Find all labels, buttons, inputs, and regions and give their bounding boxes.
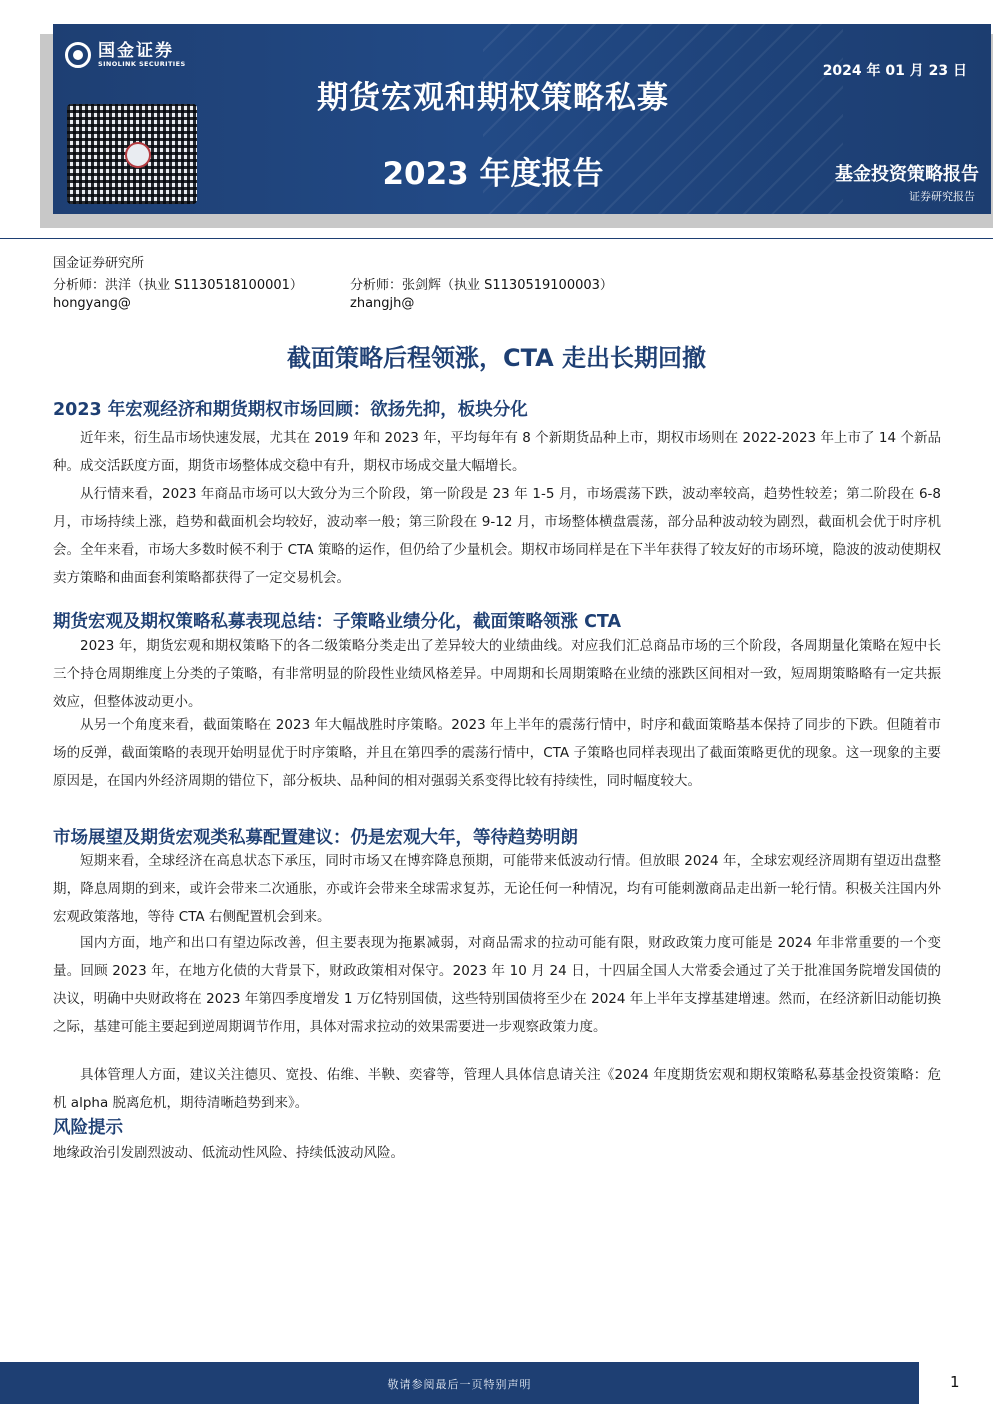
report-date: 2024 年 01 月 23 日	[822, 63, 967, 79]
page-number: 1	[950, 1373, 960, 1391]
section-heading: 2023 年宏观经济和期货期权市场回顾：欲扬先抑，板块分化	[53, 400, 528, 420]
logo-name-cn: 国金证券	[98, 41, 174, 61]
body-paragraph: 从行情来看，2023 年商品市场可以大致分为三个阶段，第一阶段是 23 年 1-5 月，市场震荡下跌，波动率较高，趋势性较差；第二阶段在 6-8 月，市场持续上涨，趋势和截面机会均较好，波动率一般；第三阶段在 9-12 月，市场整体横盘震荡，部分品种波动较为剧烈，截面机会优于时序机会。全年来看，市场大多数时候不利于 CTA 策略的运作，但仍给了少量机会。期权市场同样是在下半年获得了较友好的市场环境，隐波的波动使期权卖方策略和曲面套利策略都获得了一定交易机会。	[53, 486, 941, 586]
body-paragraph: 从另一个角度来看，截面策略在 2023 年大幅战胜时序策略。2023 年上半年的震荡行情中，时序和截面策略基本保持了同步的下跌。但随着市场的反弹，截面策略的表现开始明显优于时序策略，并且在第四季的震荡行情中，CTA 子策略也同样表现出了截面策略更优的现象。这一现象的主要原因是，在国内外经济周期的错位下，部分板块、品种间的相对强弱关系变得比较有持续性，同时幅度较大。	[53, 717, 941, 789]
report-title-line2: 2023 年度报告	[382, 156, 604, 192]
section-heading: 期货宏观及期权策略私募表现总结：子策略业绩分化，截面策略领涨 CTA	[53, 612, 622, 632]
report-headline: 截面策略后程领涨，CTA 走出长期回撤	[286, 344, 707, 372]
institute-name: 国金证券研究所	[53, 256, 145, 271]
report-header-banner	[53, 24, 991, 214]
body-paragraph: 2023 年，期货宏观和期权策略下的各二级策略分类走出了差异较大的业绩曲线。对应我们汇总商品市场的三个阶段，各周期量化策略在短中长三个持仓周期维度上分类的子策略，有非常明显的阶段性业绩风格差异。中周期和长周期策略在业绩的涨跌区间相对一致，短周期策略略有一定共振效应，但整体波动更小。	[53, 638, 941, 710]
body-paragraph: 具体管理人方面，建议关注德贝、宽投、佑维、半鞅、奕睿等，管理人具体信息请关注《2024 年度期货宏观和期权策略私募基金投资策略：危机 alpha 脱离危机，期待清晰趋势到来》。	[53, 1067, 941, 1111]
section-heading: 市场展望及期货宏观类私募配置建议：仍是宏观大年，等待趋势明朗	[53, 828, 578, 848]
header-divider	[0, 238, 993, 239]
body-paragraph: 短期来看，全球经济在高息状态下承压，同时市场又在博弈降息预期，可能带来低波动行情。但放眼 2024 年，全球宏观经济周期有望迈出盘整期，降息周期的到来，或许会带来二次通胀，亦或许会带来全球需求复苏，无论任何一种情况，均有可能刺激商品走出新一轮行情。积极关注国内外宏观政策落地，等待 CTA 右侧配置机会到来。	[53, 853, 941, 925]
body-paragraph: 国内方面，地产和出口有望边际改善，但主要表现为拖累减弱，对商品需求的拉动可能有限，财政政策力度可能是 2024 年非常重要的一个变量。回顾 2023 年，在地方化债的大背景下，财政政策相对保守。2023 年 10 月 24 日，十四届全国人大常委会通过了关于批准国务院增发国债的决议，明确中央财政将在 2023 年第四季度增发 1 万亿特别国债，这些特别国债将至少在 2024 年上半年支撑基建增速。然而，在经济新旧动能切换之际，基建可能主要起到逆周期调节作用，具体对需求拉动的效果需要进一步观察政策力度。	[53, 935, 941, 1035]
analyst-1-email[interactable]: hongyang@	[53, 296, 131, 311]
report-subtype: 证券研究报告	[909, 190, 975, 203]
analyst-2-email[interactable]: zhangjh@	[350, 296, 415, 311]
qr-code-icon	[67, 104, 197, 204]
company-logo	[65, 42, 186, 68]
logo-name-en: SINOLINK SECURITIES	[98, 60, 186, 68]
analyst-2: 分析师：张剑辉（执业 S1130519100003）	[350, 278, 613, 293]
body-paragraph: 地缘政治引发剧烈波动、低流动性风险、持续低波动风险。	[53, 1145, 404, 1161]
section-heading: 风险提示	[53, 1118, 123, 1138]
report-type: 基金投资策略报告	[835, 164, 979, 185]
logo-mark-icon	[65, 42, 91, 68]
footer-disclaimer: 敬请参阅最后一页特别声明	[387, 1378, 532, 1391]
analyst-1: 分析师：洪洋（执业 S1130518100001）	[53, 278, 303, 293]
body-paragraph: 近年来，衍生品市场快速发展，尤其在 2019 年和 2023 年，平均每年有 8 个新期货品种上市，期权市场则在 2022-2023 年上市了 14 个新品种。成交活跃度方面，期货市场整体成交稳中有升，期权市场成交量大幅增长。	[53, 430, 941, 474]
qr-center-logo	[125, 142, 151, 168]
report-title-line1: 期货宏观和期权策略私募	[317, 80, 669, 116]
